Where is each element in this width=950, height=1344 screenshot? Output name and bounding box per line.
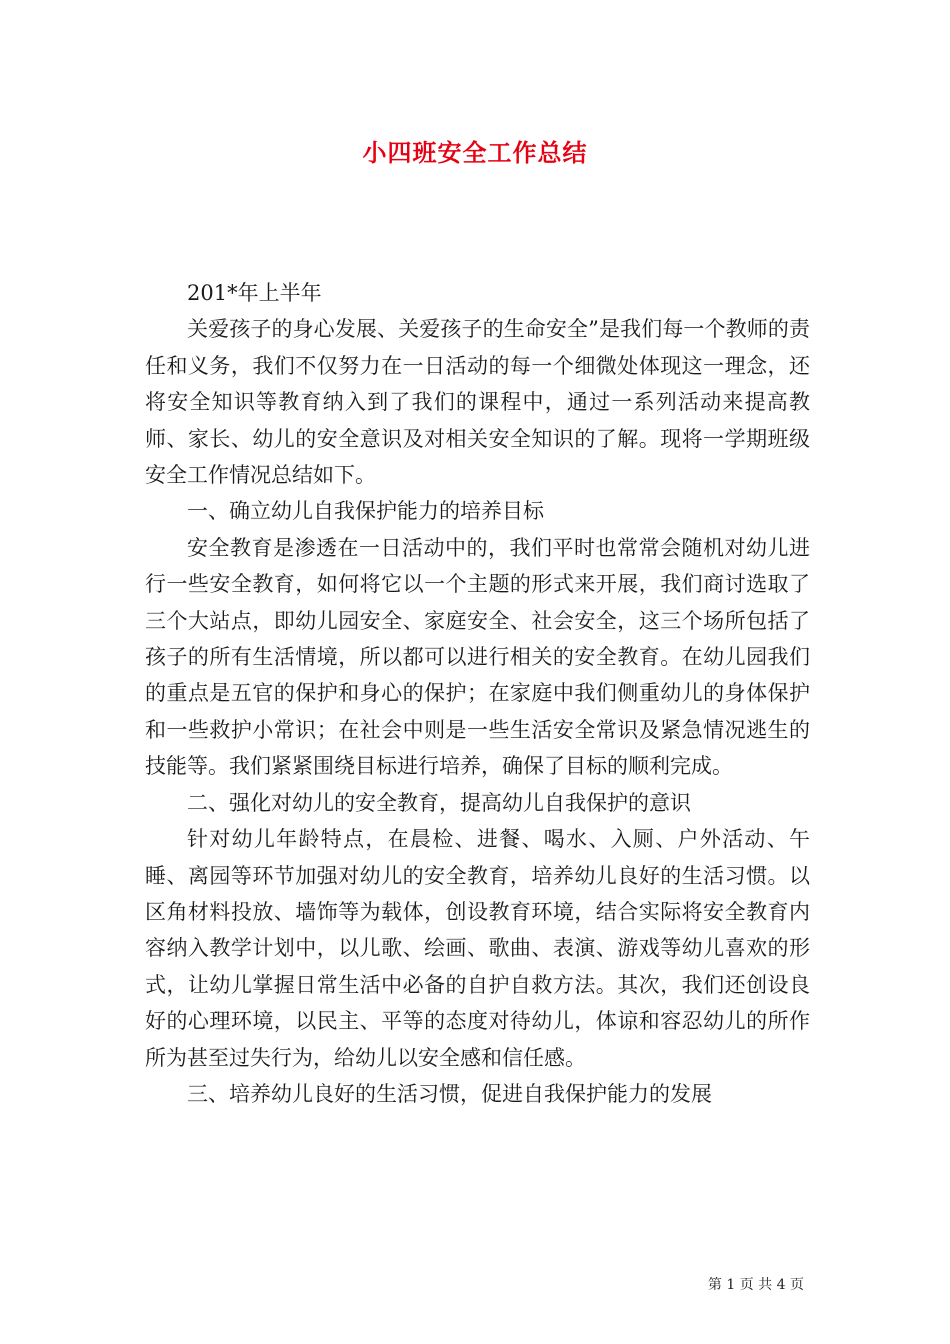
paragraph-intro: 关爱孩子的身心发展、关爱孩子的生命安全”是我们每一个教师的责任和义务，我们不仅努力在一日活动的每一个细微处体现这一理念，还将安全知识等教育纳入到了我们的课程中，通过一系列活动来提高教师、家长、幼儿的安全意识及对相关安全知识的了解。现将一学期班级安全工作情况总结如下。	[145, 317, 810, 488]
paragraph-section-2: 针对幼儿年龄特点，在晨检、进餐、喝水、入厕、户外活动、午睡、离园等环节加强对幼儿的安全教育，培养幼儿良好的生活习惯。以区角材料投放、墙饰等为载体，创设教育环境，结合实际将安全教育内容纳入教学计划中，以儿歌、绘画、歌曲、表演、游戏等幼儿喜欢的形式，让幼儿掌握日常生活中必备的自护自救方法。其次，我们还创设良好的心理环境，以民主、平等的态度对待幼儿，体谅和容忍幼儿的所作所为甚至过失行为，给幼儿以安全感和信任感。	[145, 827, 810, 1070]
document-body	[145, 275, 810, 1112]
paragraph-date: 201*年上半年	[187, 281, 322, 305]
document-title: 小四班安全工作总结	[362, 138, 588, 167]
paragraph-section-1: 安全教育是渗透在一日活动中的，我们平时也常常会随机对幼儿进行一些安全教育，如何将它以一个主题的形式来开展，我们商讨选取了三个大站点，即幼儿园安全、家庭安全、社会安全，这三个场所包括了孩子的所有生活情境，所以都可以进行相关的安全教育。在幼儿园我们的重点是五官的保护和身心的保护；在家庭中我们侧重幼儿的身体保护和一些救护小常识；在社会中则是一些生活安全常识及紧急情况逃生的技能等。我们紧紧围绕目标进行培养，确保了目标的顺利完成。	[145, 535, 810, 779]
page-number: 第 1 页 共 4 页	[707, 1277, 804, 1293]
section-heading-3: 三、培养幼儿良好的生活习惯，促进自我保护能力的发展	[187, 1081, 712, 1106]
section-heading-2: 二、强化对幼儿的安全教育，提高幼儿自我保护的意识	[187, 790, 691, 815]
section-heading-1: 一、确立幼儿自我保护能力的培养目标	[187, 499, 544, 524]
